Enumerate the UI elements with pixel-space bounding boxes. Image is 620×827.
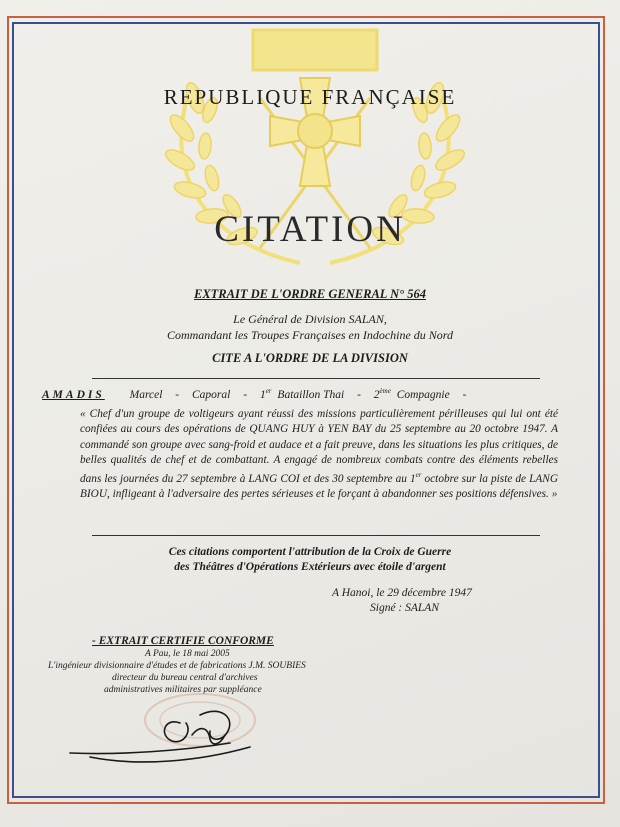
separator: - xyxy=(243,388,248,401)
award-line-2: des Théâtres d'Opérations Extérieurs avec étoile d'argent xyxy=(174,561,446,573)
certification-engineer: L'ingénieur divisionnaire d'études et de fabrications J.M. SOUBIES xyxy=(48,661,306,671)
soldier-rank: Caporal xyxy=(192,388,231,401)
battalion-suffix: er xyxy=(265,387,272,395)
separator: - xyxy=(462,388,467,401)
citation-text-part1: « Chef d'un groupe de voltigeurs ayant réussi des missions particulièrement périlleuses qui lui ont été confiées au cours des opérations de QUANG HUY à YEN BAY du 25 septembre au 20 octobre 1947. A commandé son groupe avec sang-froid et audace et a fait preuve, dans les situations les plus critiques, de belles qualités de chef et de combattant. A engagé de nombreux combats contre des éléments rebelles dans les journées du 27 septembre à LANG COI et des 30 septembre au 1 xyxy=(80,408,558,485)
top-divider xyxy=(92,378,540,379)
citation-text-part2: octobre sur la piste de LANG BIOU, infligeant à l'adversaire des pertes sérieuses et le forçant à abandonner ses positions défensives. » xyxy=(80,472,558,501)
certification-admin: administratives militaires par suppléance xyxy=(104,685,262,695)
cite-division-heading: CITE A L'ORDRE DE LA DIVISION xyxy=(212,351,408,365)
citation-title: CITATION xyxy=(214,209,406,250)
citation-text-sup: er xyxy=(415,471,422,480)
order-extract-heading: EXTRAIT DE L'ORDRE GENERAL N° 564 xyxy=(193,287,426,301)
handwritten-signature-icon xyxy=(60,695,290,775)
signoff-place-date: A Hanoi, le 29 décembre 1947 xyxy=(332,587,472,599)
soldier-firstname: Marcel xyxy=(129,388,163,401)
signoff-signed: Signé : SALAN xyxy=(370,602,439,614)
certified-copy-heading: - EXTRAIT CERTIFIE CONFORME xyxy=(92,635,274,647)
general-command-line: Commandant les Troupes Françaises en Indochine du Nord xyxy=(166,328,454,342)
separator: - xyxy=(357,388,361,401)
company-suffix: ème xyxy=(379,387,391,395)
soldier-surname: AMADIS xyxy=(42,388,105,401)
battalion-number: 1 xyxy=(259,388,266,401)
general-name-line: Le Général de Division SALAN, xyxy=(233,312,387,326)
certification-director: directeur du bureau central d'archives xyxy=(112,673,258,683)
company-name: Compagnie xyxy=(396,388,450,401)
company-number: 2 xyxy=(373,388,380,401)
award-line-1: Ces citations comportent l'attribution de la Croix de Guerre xyxy=(168,546,452,558)
republic-heading: REPUBLIQUE FRANÇAISE xyxy=(163,85,457,109)
separator: - xyxy=(175,388,180,401)
bottom-divider xyxy=(92,535,540,536)
soldier-line xyxy=(42,387,476,401)
battalion-name: Bataillon Thai xyxy=(277,388,345,401)
citation-body xyxy=(80,407,558,503)
certification-place-date: A Pau, le 18 mai 2005 xyxy=(145,649,230,659)
